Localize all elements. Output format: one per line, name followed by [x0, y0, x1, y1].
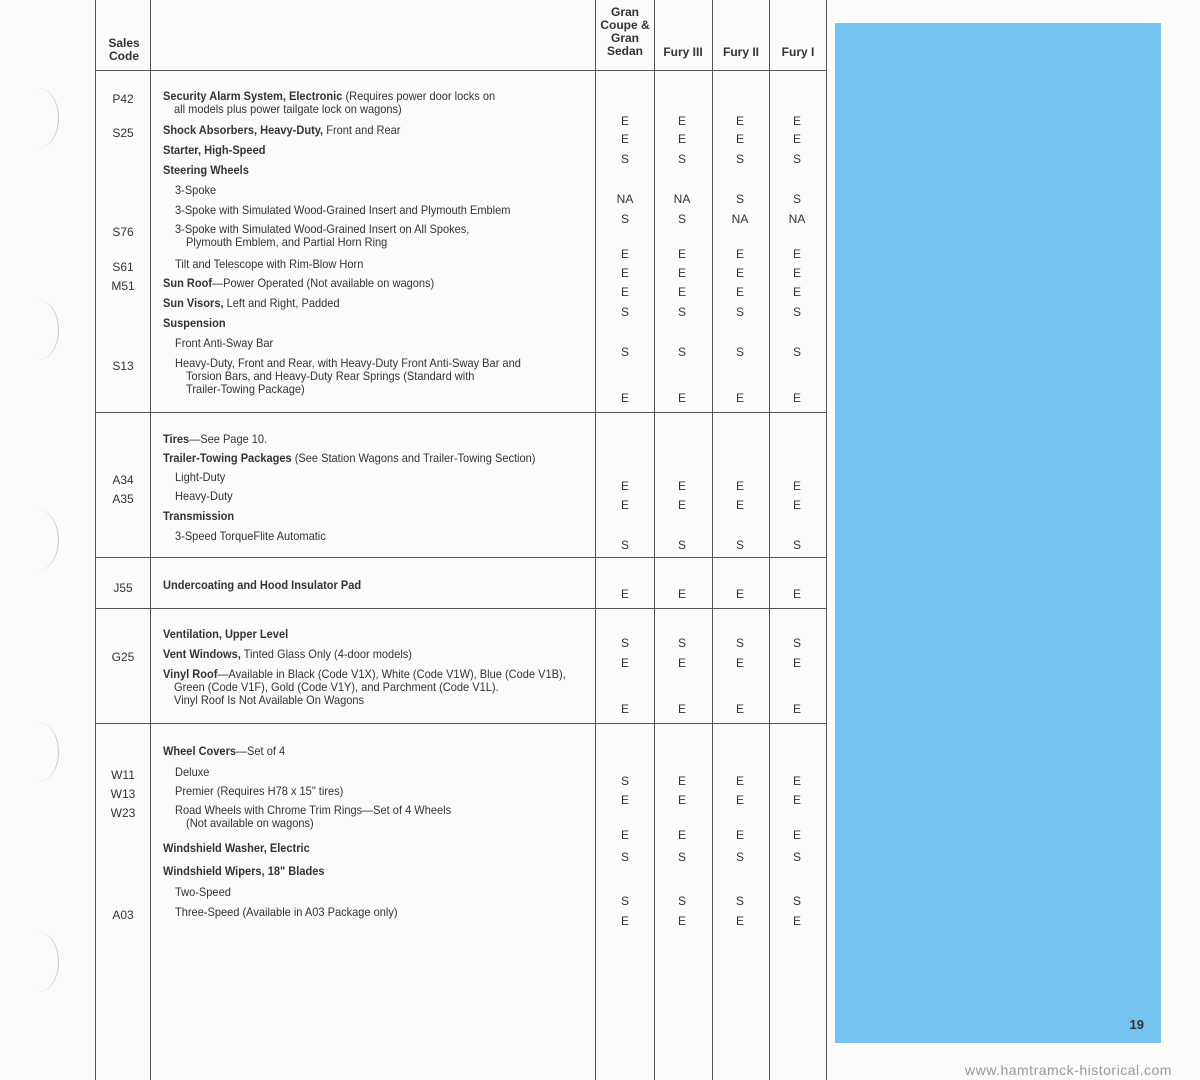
binder-hole — [18, 510, 59, 570]
footer-url: www.hamtramck-historical.com — [965, 1062, 1172, 1078]
sales-code: W23 — [110, 806, 136, 820]
availability-cell: E — [620, 914, 629, 928]
option-detail: —Set of 4 — [236, 744, 286, 758]
table-rule — [826, 0, 827, 1080]
option-name: Tires — [163, 432, 190, 446]
option-name: Sun Roof — [163, 276, 213, 290]
section-rule — [95, 723, 826, 724]
option-description — [175, 886, 571, 899]
availability-cell: E — [620, 828, 629, 842]
availability-cell: NA — [731, 212, 749, 226]
header-fury1: Fury I — [781, 45, 815, 59]
availability-cell: S — [735, 152, 744, 166]
sales-code: S13 — [112, 359, 134, 373]
availability-cell: E — [620, 391, 629, 405]
option-detail: 3-Spoke with Simulated Wood-Grained Insert on All Spokes, — [175, 222, 470, 236]
availability-cell: E — [792, 774, 801, 788]
option-detail-continued: Trailer-Towing Package) — [186, 382, 305, 396]
table-rule — [150, 0, 151, 1080]
option-detail: Premier (Requires H78 x 15" tires) — [175, 784, 344, 798]
option-detail: Tilt and Telescope with Rim-Blow Horn — [175, 257, 364, 271]
option-detail: Road Wheels with Chrome Trim Rings—Set of 4 Wheels — [175, 803, 452, 817]
blue-panel — [835, 23, 1161, 1043]
availability-cell: E — [620, 247, 629, 261]
option-description — [163, 628, 559, 641]
availability-cell: E — [677, 656, 686, 670]
option-description — [175, 258, 571, 271]
option-name: Transmission — [163, 509, 235, 523]
availability-cell: E — [620, 266, 629, 280]
availability-cell: E — [677, 247, 686, 261]
availability-cell: E — [677, 285, 686, 299]
availability-cell: S — [677, 305, 686, 319]
availability-cell: E — [792, 587, 801, 601]
availability-cell: E — [735, 479, 744, 493]
availability-cell: E — [792, 656, 801, 670]
sales-code: A03 — [112, 908, 134, 922]
availability-cell: S — [735, 850, 744, 864]
availability-cell: E — [735, 247, 744, 261]
availability-cell: S — [792, 192, 801, 206]
option-detail: Tinted Glass Only (4-door models) — [240, 647, 412, 661]
availability-cell: E — [792, 498, 801, 512]
option-description — [175, 906, 571, 919]
availability-cell: E — [620, 479, 629, 493]
option-detail: 3-Spoke — [175, 183, 217, 197]
availability-cell: S — [620, 305, 629, 319]
option-description — [175, 804, 571, 830]
availability-cell: E — [792, 285, 801, 299]
option-description — [163, 865, 559, 878]
header-gran: Gran Coupe & Gran Sedan — [600, 5, 650, 58]
availability-cell: E — [620, 587, 629, 601]
availability-cell: S — [677, 636, 686, 650]
header-rule — [95, 70, 826, 71]
option-detail: Left and Right, Padded — [223, 296, 340, 310]
sales-code: M51 — [111, 279, 135, 293]
availability-cell: E — [677, 587, 686, 601]
availability-cell: E — [792, 828, 801, 842]
availability-cell: E — [620, 702, 629, 716]
availability-cell: S — [620, 636, 629, 650]
option-description — [163, 124, 559, 137]
availability-cell: E — [620, 114, 629, 128]
option-description — [175, 204, 571, 217]
option-description — [163, 144, 559, 157]
availability-cell: E — [735, 266, 744, 280]
availability-cell: S — [735, 345, 744, 359]
availability-cell: E — [735, 793, 744, 807]
sales-code: G25 — [111, 650, 135, 664]
availability-cell: S — [677, 538, 686, 552]
availability-cell: S — [792, 538, 801, 552]
option-detail-continued: Plymouth Emblem, and Partial Horn Ring — [186, 235, 388, 249]
availability-cell: E — [677, 793, 686, 807]
availability-cell: E — [735, 587, 744, 601]
availability-cell: S — [620, 894, 629, 908]
option-detail-continued: Green (Code V1F), Gold (Code V1Y), and Parchment (Code V1L). — [174, 680, 499, 694]
option-name: Vent Windows, — [163, 647, 241, 661]
header-fury2: Fury II — [722, 45, 759, 59]
availability-cell: S — [677, 345, 686, 359]
option-name: Trailer-Towing Packages — [163, 451, 292, 465]
availability-cell: E — [792, 793, 801, 807]
availability-cell: S — [735, 192, 744, 206]
availability-cell: E — [792, 132, 801, 146]
binder-hole — [18, 722, 59, 782]
option-detail: Two-Speed — [175, 885, 231, 899]
option-detail: (See Station Wagons and Trailer-Towing Section) — [291, 451, 536, 465]
option-detail: Front Anti-Sway Bar — [175, 336, 274, 350]
availability-cell: S — [620, 538, 629, 552]
option-description — [175, 785, 571, 798]
option-detail: (Requires power door locks on — [342, 89, 496, 103]
availability-cell: S — [735, 894, 744, 908]
availability-cell: E — [735, 285, 744, 299]
availability-cell: E — [677, 828, 686, 842]
option-name: Windshield Washer, Electric — [163, 841, 310, 855]
option-description — [175, 766, 571, 779]
option-description — [175, 184, 571, 197]
option-detail-continued: Vinyl Roof Is Not Available On Wagons — [174, 693, 365, 707]
availability-cell: E — [735, 132, 744, 146]
option-name: Suspension — [163, 316, 226, 330]
availability-cell: E — [792, 702, 801, 716]
availability-cell: S — [677, 894, 686, 908]
option-description — [175, 490, 571, 503]
availability-cell: E — [677, 914, 686, 928]
availability-cell: E — [620, 793, 629, 807]
availability-cell: S — [620, 850, 629, 864]
page-number: 19 — [1129, 1017, 1144, 1032]
option-description — [175, 337, 571, 350]
option-detail: Deluxe — [175, 765, 210, 779]
sales-code: S76 — [112, 225, 134, 239]
option-description — [163, 297, 559, 310]
option-description — [163, 90, 559, 116]
option-detail: 3-Speed TorqueFlite Automatic — [175, 529, 326, 543]
availability-cell: S — [735, 636, 744, 650]
availability-cell: E — [677, 391, 686, 405]
sales-code: W13 — [110, 787, 136, 801]
option-detail-continued: all models plus power tailgate lock on wagons) — [174, 102, 402, 116]
option-name: Undercoating and Hood Insulator Pad — [163, 578, 362, 592]
sales-code: A34 — [112, 473, 134, 487]
option-name: Ventilation, Upper Level — [163, 627, 289, 641]
availability-cell: NA — [616, 192, 634, 206]
option-name: Steering Wheels — [163, 163, 249, 177]
option-name: Sun Visors, — [163, 296, 224, 310]
option-description — [163, 648, 559, 661]
availability-cell: E — [735, 498, 744, 512]
availability-cell: E — [620, 132, 629, 146]
availability-cell: S — [792, 894, 801, 908]
section-rule — [95, 412, 826, 413]
availability-cell: S — [792, 636, 801, 650]
availability-cell: E — [677, 266, 686, 280]
sales-code: P42 — [112, 92, 134, 106]
option-name: Vinyl Roof — [163, 667, 218, 681]
option-description — [175, 471, 571, 484]
option-description — [175, 223, 571, 249]
availability-cell: NA — [673, 192, 691, 206]
availability-cell: NA — [788, 212, 806, 226]
availability-cell: E — [792, 114, 801, 128]
availability-cell: E — [792, 266, 801, 280]
option-name: Starter, High-Speed — [163, 143, 266, 157]
option-description — [163, 277, 559, 290]
option-detail-continued: (Not available on wagons) — [186, 816, 314, 830]
sales-code: J55 — [113, 581, 133, 595]
header-fury3: Fury III — [663, 45, 703, 59]
availability-cell: S — [792, 152, 801, 166]
option-description — [163, 452, 559, 465]
availability-cell: E — [677, 132, 686, 146]
availability-cell: S — [620, 774, 629, 788]
availability-cell: S — [792, 850, 801, 864]
option-description — [163, 667, 566, 707]
availability-cell: E — [792, 391, 801, 405]
option-detail: —Available in Black (Code V1X), White (Code V1W), Blue (Code V1B), — [217, 667, 566, 681]
availability-cell: E — [792, 914, 801, 928]
option-detail: Front and Rear — [323, 123, 401, 137]
binder-hole — [18, 932, 59, 992]
option-description — [163, 842, 559, 855]
availability-cell: S — [735, 305, 744, 319]
availability-cell: E — [620, 498, 629, 512]
availability-cell: S — [677, 850, 686, 864]
option-description — [175, 530, 571, 543]
option-name: Security Alarm System, Electronic — [163, 89, 343, 103]
sales-code: S25 — [112, 126, 134, 140]
availability-cell: E — [620, 656, 629, 670]
option-detail: —See Page 10. — [189, 432, 268, 446]
sales-code: A35 — [112, 492, 134, 506]
availability-cell: E — [677, 498, 686, 512]
option-detail: —Power Operated (Not available on wagons) — [212, 276, 435, 290]
option-detail-continued: Torsion Bars, and Heavy-Duty Rear Springs (Standard with — [186, 369, 475, 383]
availability-cell: E — [620, 285, 629, 299]
availability-cell: E — [677, 702, 686, 716]
availability-cell: E — [735, 391, 744, 405]
option-description — [175, 357, 571, 396]
option-detail: 3-Spoke with Simulated Wood-Grained Insert and Plymouth Emblem — [175, 203, 511, 217]
option-name: Wheel Covers — [163, 744, 237, 758]
option-detail: Heavy-Duty, Front and Rear, with Heavy-Duty Front Anti-Sway Bar and — [175, 356, 521, 370]
option-detail: Light-Duty — [175, 470, 226, 484]
section-rule — [95, 557, 826, 558]
option-description — [163, 164, 559, 177]
option-detail: Three-Speed (Available in A03 Package only) — [175, 905, 398, 919]
option-detail: Heavy-Duty — [175, 489, 233, 503]
availability-cell: S — [620, 152, 629, 166]
sales-code: S61 — [112, 260, 134, 274]
option-description — [163, 510, 559, 523]
availability-cell: S — [792, 345, 801, 359]
availability-cell: S — [792, 305, 801, 319]
availability-cell: E — [735, 828, 744, 842]
option-description — [163, 317, 559, 330]
option-name: Windshield Wipers, 18" Blades — [163, 864, 325, 878]
binder-hole — [18, 88, 59, 148]
availability-cell: S — [677, 152, 686, 166]
header-sales-code: Sales Code — [108, 36, 140, 63]
availability-cell: E — [677, 114, 686, 128]
availability-cell: E — [677, 479, 686, 493]
availability-cell: E — [735, 656, 744, 670]
availability-cell: E — [677, 774, 686, 788]
option-description — [163, 579, 559, 592]
option-description — [163, 433, 559, 446]
option-name: Shock Absorbers, Heavy-Duty, — [163, 123, 324, 137]
availability-cell: S — [677, 212, 686, 226]
availability-cell: S — [620, 212, 629, 226]
availability-cell: E — [735, 702, 744, 716]
sales-code: W11 — [111, 768, 135, 782]
availability-cell: E — [735, 114, 744, 128]
option-description — [163, 745, 559, 758]
availability-cell: E — [735, 914, 744, 928]
availability-cell: E — [792, 247, 801, 261]
section-rule — [95, 608, 826, 609]
binder-hole — [18, 300, 59, 360]
availability-cell: S — [735, 538, 744, 552]
availability-cell: S — [620, 345, 629, 359]
availability-cell: E — [792, 479, 801, 493]
table-rule — [595, 0, 596, 1080]
availability-cell: E — [735, 774, 744, 788]
